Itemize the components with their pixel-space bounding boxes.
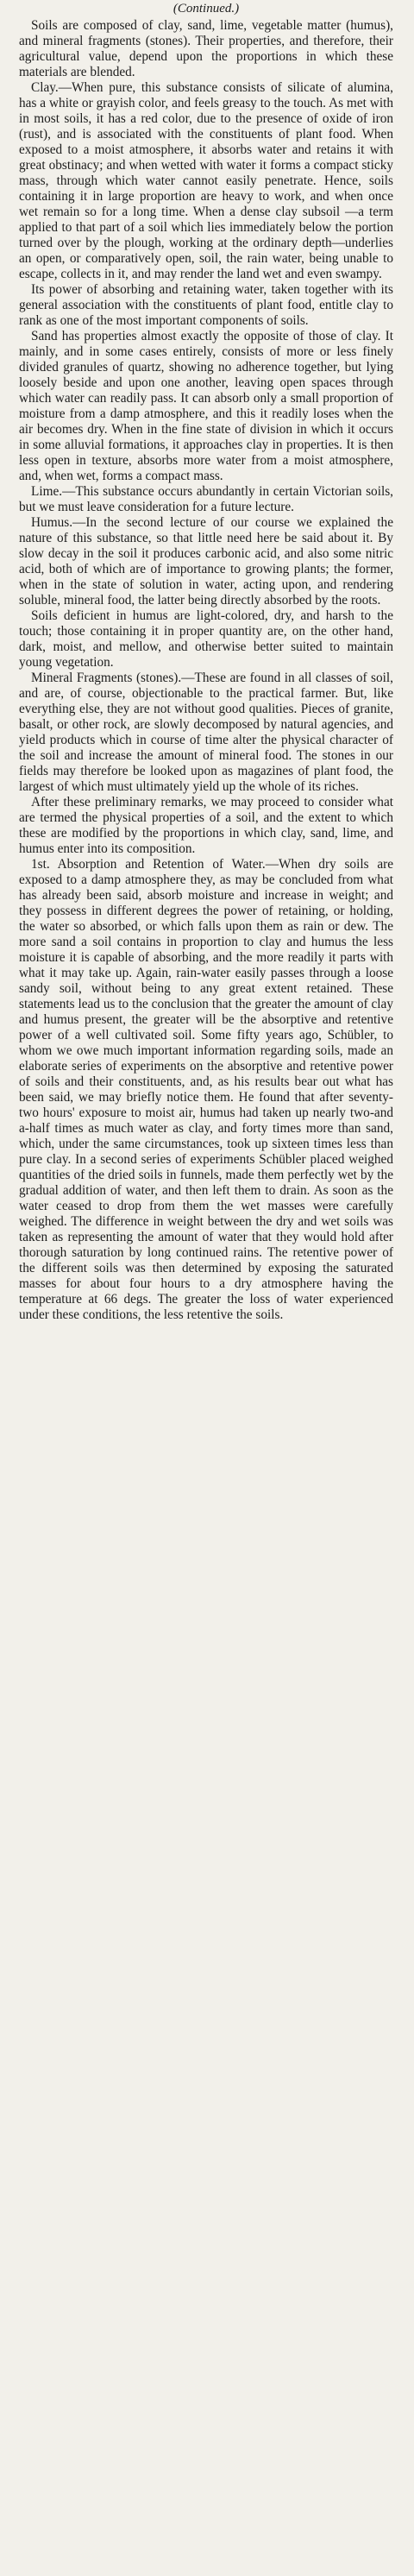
- paragraph-humus: Humus.—In the second lecture of our course we explained the nature of this substance, so that little need here be said about it. By slow decay in the soil it produces carbonic acid, and also some nitric acid, both of which are of importance to growing plants; the former, when in the state of solution in water, acting upon, and rendering soluble, mineral food, the latter being directly absorbed by the roots.: [19, 515, 393, 608]
- paragraph-absorption-retention: 1st. Absorption and Retention of Water.—When dry soils are exposed to a damp atmosphere they, as may be concluded from what has already been said, absorb moisture and increase in weight; and they possess in different degrees the power of retaining, or holding, the water so absorbed, or which falls upon them as rain or dew. The more sand a soil contains in proportion to clay and humus the less moisture it is capable of absorbing, and the more readily it parts with what it may take up. Again, rain-water easily passes through a loose sandy soil, without being to any great extent retained. These statements lead us to the conclusion that the greater the amount of clay and humus present, the greater will be the absorptive and retentive power of a well cultivated soil. Some fifty years ago, Schübler, to whom we owe much important information regarding soils, made an elaborate series of experiments on the absorptive and retentive power of soils and their constituents, and, as his results bear out what has been said, we may briefly notice them. He found that after seventy-two hours' exposure to moist air, humus had taken up nearly two-and a-half times as much water as clay, and forty times more than sand, which, under the same circumstances, took up sixteen times less than pure clay. In a second series of experiments Schübler placed weighed quantities of the dried soils in funnels, made them perfectly wet by the gradual addition of water, and then left them to drain. As soon as the water ceased to drop from them the wet masses were carefully weighed. The difference in weight between the dry and wet soils was taken as representing the amount of water that they would hold after thorough saturation by long continued rains. The retentive power of the different soils was then determined by exposing the saturated masses for about four hours to a dry atmosphere having the temperature at 66 degs. The greater the loss of water experienced under these conditions, the less retentive the soils.: [19, 857, 393, 1322]
- paragraph-composition: Soils are composed of clay, sand, lime, vegetable matter (humus), and mineral fragments (stones). Their properties, and therefore, their agricultural value, depend upon the proportions in which these materials are blended.: [19, 18, 393, 79]
- paragraph-clay: Clay.—When pure, this substance consists of silicate of alumina, has a white or grayish color, and feels greasy to the touch. As met with in most soils, it has a red color, due to the presence of oxide of iron (rust), and is associated with the constituents of plant food. When exposed to a moist atmosphere, it absorbs water and retains it with great obstinacy; and when wetted with water it forms a compact sticky mass, through which water cannot easily penetrate. Hence, soils containing it in large proportion are heavy to work, and when once wet remain so for a long time. When a dense clay subsoil —a term applied to that part of a soil which lies immediately below the portion turned over by the plough, working at the ordinary depth—underlies an open, or comparatively open, soil, the rain water, being unable to escape, collects in it, and may render the land wet and even swampy.: [19, 80, 393, 281]
- paragraph-clay-importance: Its power of absorbing and retaining water, taken together with its general association with the constituents of plant food, entitle clay to rank as one of the most important components of soils.: [19, 282, 393, 328]
- paragraph-physical-properties: After these preliminary remarks, we may proceed to consider what are termed the physical properties of a soil, and the extent to which these are modified by the proportions in which clay, sand, lime, and humus enter into its composition.: [19, 795, 393, 856]
- paragraph-lime: Lime.—This substance occurs abundantly in certain Victorian soils, but we must leave consideration for a future lecture.: [19, 484, 393, 514]
- paragraph-humus-soils: Soils deficient in humus are light-colored, dry, and harsh to the touch; those containing it in proper quantity are, on the other hand, dark, moist, and mellow, and otherwise better suited to maintain young vegetation.: [19, 608, 393, 670]
- paragraph-sand: Sand has properties almost exactly the opposite of those of clay. It mainly, and in some cases entirely, consists of more or less finely divided granules of quartz, showing no adherence together, but lying loosely beside and upon one another, leaving open spaces through which water can readily pass. It can absorb only a small proportion of moisture from a damp atmosphere, and this it readily loses when the air becomes dry. When in the fine state of division in which it occurs in some alluvial formations, it approaches clay in properties. It is then less open in texture, absorbs more water from a moist atmosphere, and, when wet, forms a compact mass.: [19, 329, 393, 483]
- continued-heading: (Continued.): [172, 2, 240, 16]
- paragraph-mineral-fragments: Mineral Fragments (stones).—These are found in all classes of soil, and are, of course, objectionable to the practical farmer. But, like everything else, they are not without good qualities. Pieces of granite, basalt, or other rock, are slowly decomposed by natural agencies, and yield products which in course of time alter the physical character of the soil and increase the amount of mineral food. The stones in our fields may therefore be looked upon as magazines of plant food, the largest of which must ultimately yield up the whole of its riches.: [19, 671, 393, 794]
- article-body: [19, 18, 393, 1323]
